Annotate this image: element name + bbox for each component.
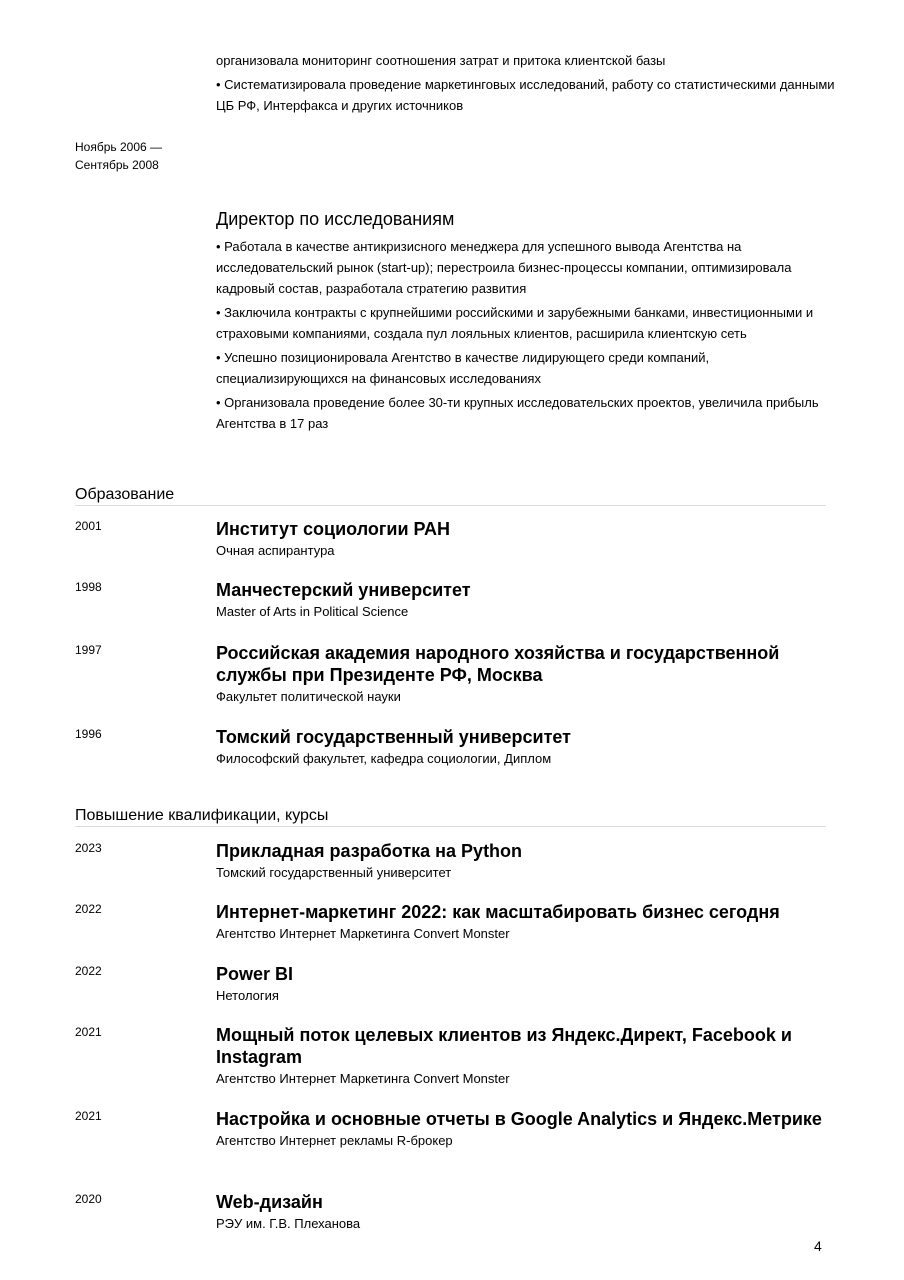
entry-year: 2001	[75, 519, 102, 533]
job-bullet: • Систематизировала проведение маркетинговых исследований, работу со статистическими данными ЦБ РФ, Интерфакса и других источников	[216, 77, 835, 113]
continued-job-bullets	[216, 50, 836, 119]
entry-title: Манчестерский университет	[216, 580, 471, 600]
entry-title: Power BI	[216, 964, 294, 984]
entry-year: 2022	[75, 902, 102, 916]
entry-year: 1996	[75, 727, 102, 741]
entry-year: 1997	[75, 643, 102, 657]
entry-year: 1998	[75, 580, 102, 594]
education-heading: Образование	[75, 485, 826, 506]
entry-title: Российская академия народного хозяйства и государственной службы при Президенте РФ, Москва	[216, 643, 780, 685]
entry-title: Прикладная разработка на Python	[216, 841, 523, 861]
courses-heading: Повышение квалификации, курсы	[75, 806, 826, 827]
entry-subtitle: Master of Arts in Political Science	[216, 604, 409, 619]
entry-subtitle: Нетология	[216, 988, 279, 1003]
page-number: 4	[814, 1238, 822, 1254]
entry-subtitle: Очная аспирантура	[216, 543, 335, 558]
entry-subtitle: Философский факультет, кафедра социологии, Диплом	[216, 751, 552, 766]
entry-title: Томский государственный университет	[216, 727, 571, 747]
entry-subtitle: Агентство Интернет Маркетинга Convert Monster	[216, 1071, 510, 1086]
job-entry	[216, 206, 826, 437]
entry-title: Институт социологии РАН	[216, 519, 450, 539]
entry-title: Интернет-маркетинг 2022: как масштабировать бизнес сегодня	[216, 902, 780, 922]
job-bullet: • Организовала проведение более 30-ти крупных исследовательских проектов, увеличила прибыль Агентства в 17 раз	[216, 395, 819, 431]
entry-title: Настройка и основные отчеты в Google Analytics и Яндекс.Метрике	[216, 1109, 822, 1129]
job-date-start: Ноябрь 2006 —	[75, 140, 162, 154]
entry-title: Web-дизайн	[216, 1192, 323, 1212]
job-bullet: • Работала в качестве антикризисного менеджера для успешного вывода Агентства на исследовательский рынок (start-up); перестроила бизнес-процессы компании, оптимизировала кадровый состав, разработала стратегию развития	[216, 239, 792, 296]
job-bullet: • Заключила контракты с крупнейшими российскими и зарубежными банками, инвестиционными и страховыми компаниями, создала пул лояльных клиентов, расширила клиентскую сеть	[216, 305, 814, 341]
entry-year: 2021	[75, 1109, 102, 1123]
job-title: Директор по исследованиям	[216, 209, 455, 229]
job-date-end: Сентябрь 2008	[75, 158, 159, 172]
entry-title: Мощный поток целевых клиентов из Яндекс.Директ, Facebook и Instagram	[216, 1025, 792, 1067]
entry-subtitle: РЭУ им. Г.В. Плеханова	[216, 1216, 361, 1231]
job-dates	[75, 138, 195, 174]
entry-year: 2022	[75, 964, 102, 978]
entry-year: 2020	[75, 1192, 102, 1206]
job-bullet: организовала мониторинг соотношения затрат и притока клиентской базы	[216, 53, 666, 68]
entry-subtitle: Томский государственный университет	[216, 865, 452, 880]
entry-year: 2021	[75, 1025, 102, 1039]
entry-subtitle: Агентство Интернет Маркетинга Convert Monster	[216, 926, 510, 941]
entry-subtitle: Факультет политической науки	[216, 689, 401, 704]
entry-subtitle: Агентство Интернет рекламы R-брокер	[216, 1133, 453, 1148]
entry-year: 2023	[75, 841, 102, 855]
job-bullet: • Успешно позиционировала Агентство в качестве лидирующего среди компаний, специализирующихся на финансовых исследованиях	[216, 350, 710, 386]
